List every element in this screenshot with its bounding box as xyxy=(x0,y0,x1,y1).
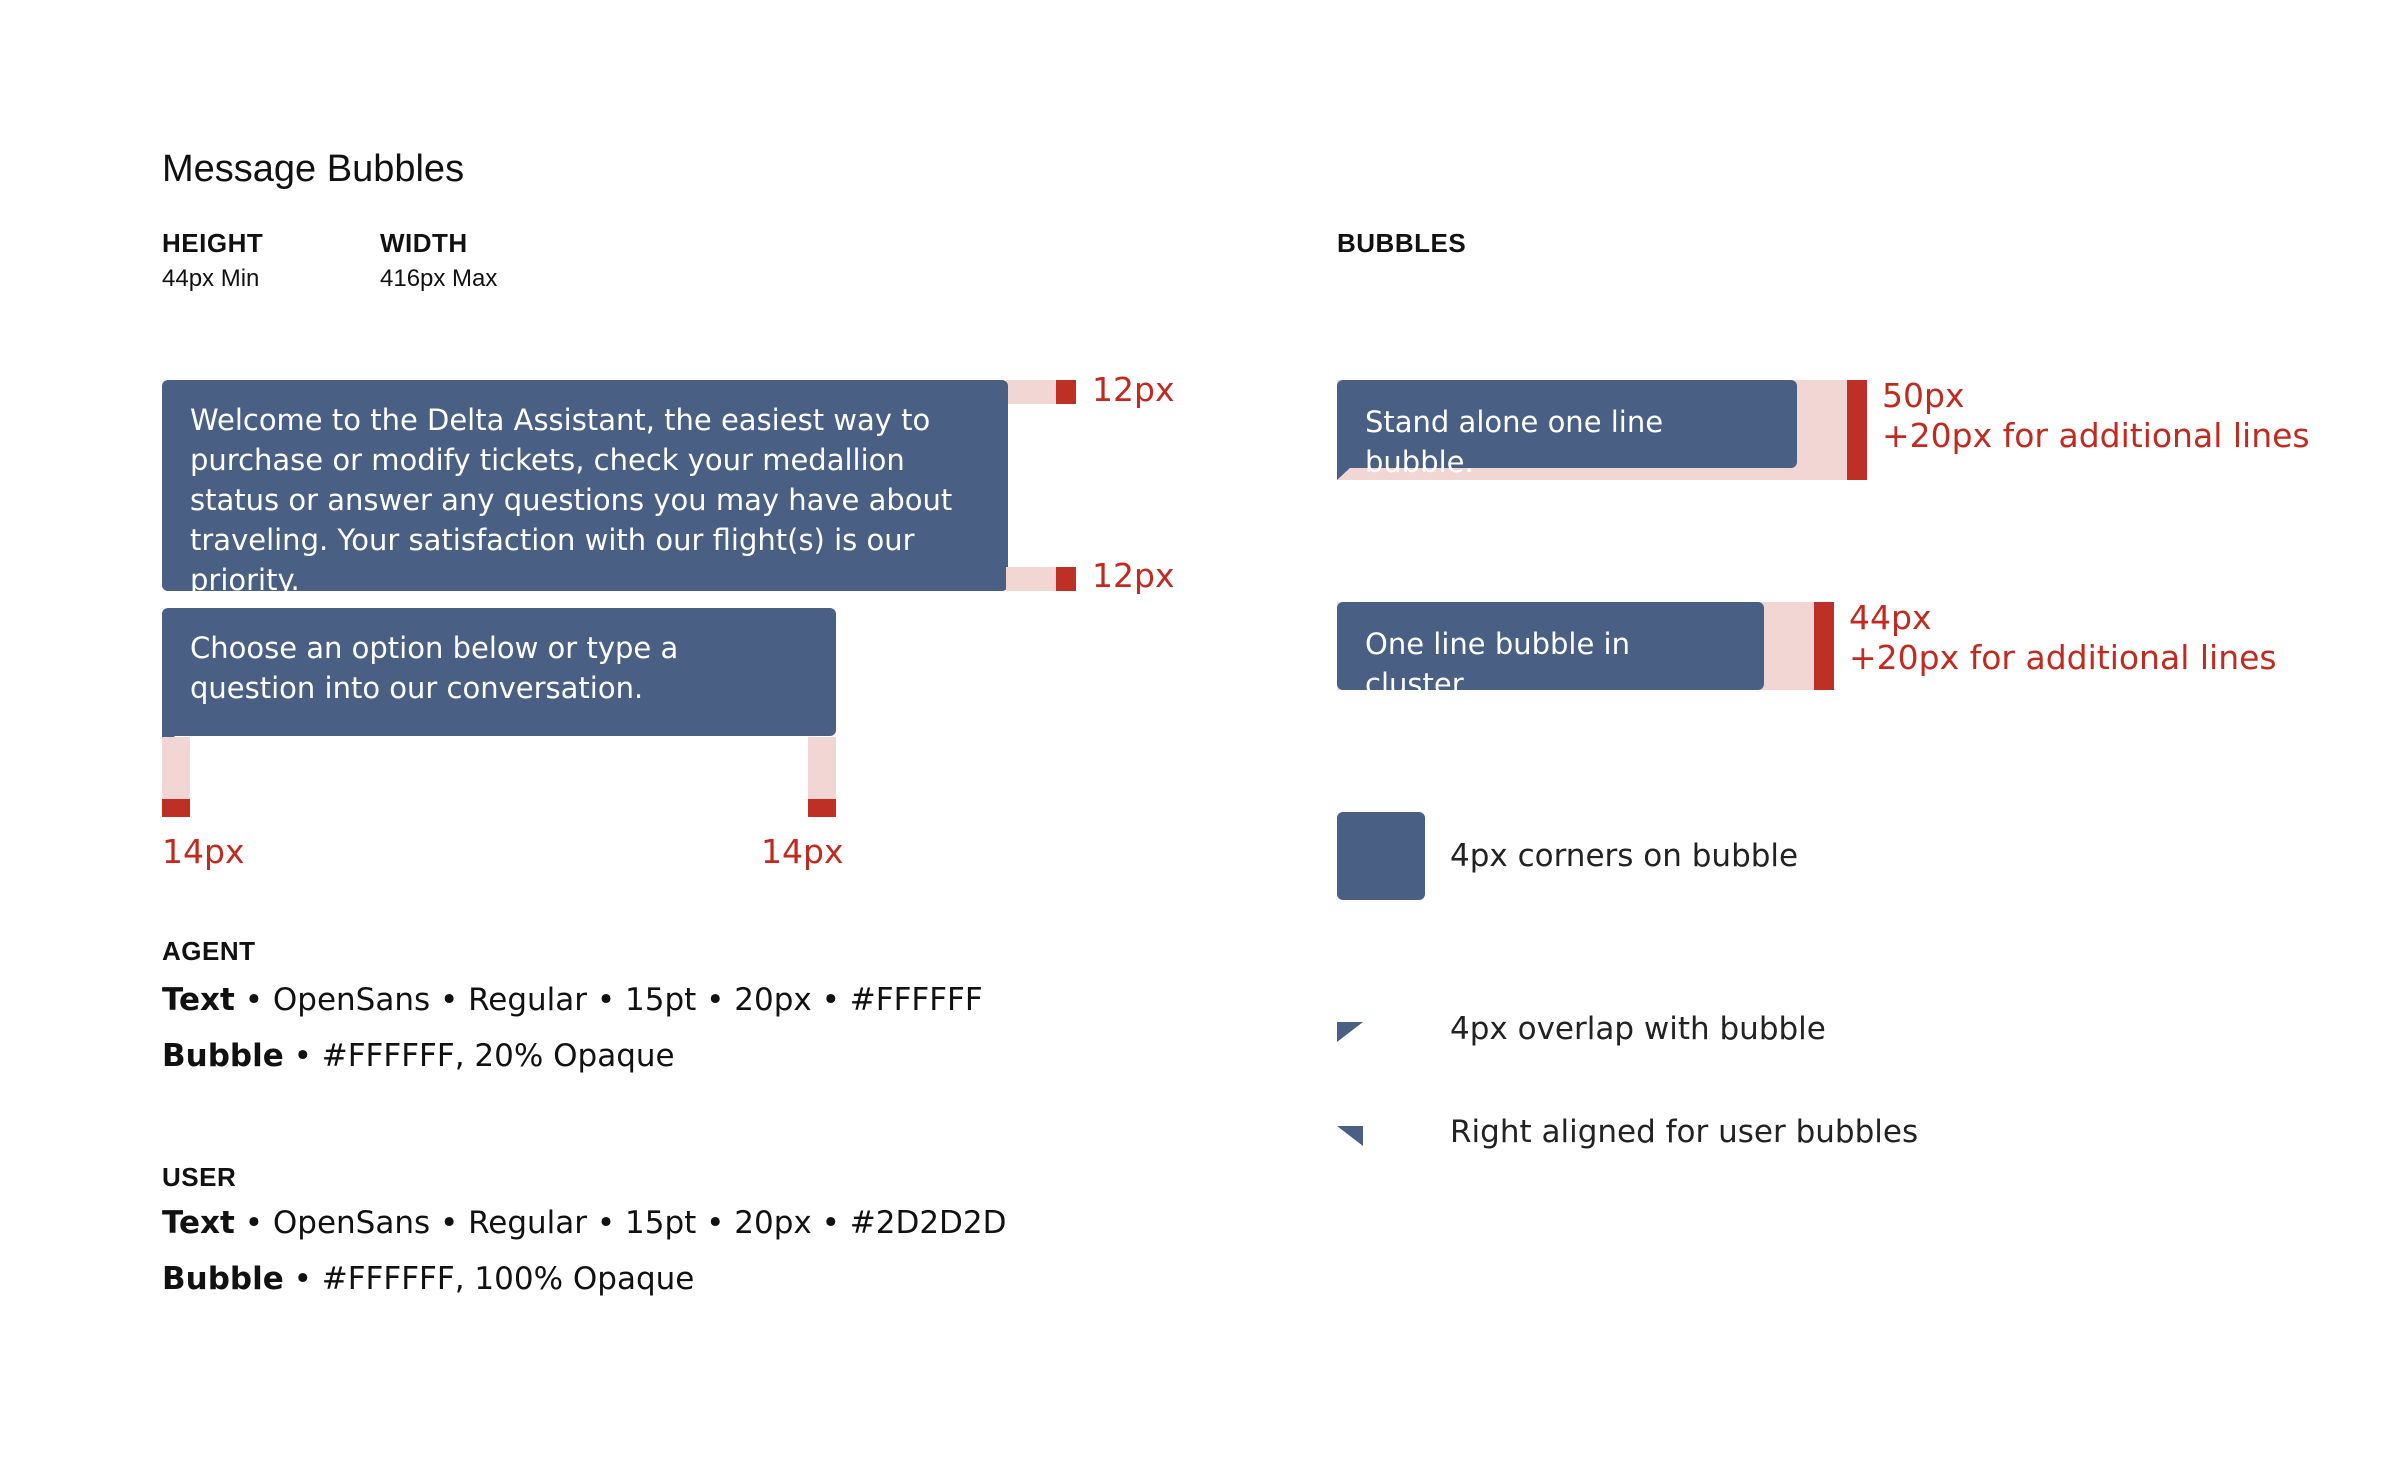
corners-note: 4px corners on bubble xyxy=(1450,838,1799,874)
user-bubble-value: • #FFFFFF, 100% Opaque xyxy=(283,1261,695,1297)
standalone-height-marker xyxy=(1847,380,1867,480)
cluster-extra-label: +20px for additional lines xyxy=(1849,638,2277,677)
overlap-tail-icon xyxy=(1337,1022,1363,1042)
page-title: Message Bubbles xyxy=(162,148,465,190)
padding-right-guide xyxy=(808,737,836,799)
padding-top-guide xyxy=(1006,380,1056,404)
padding-right-marker xyxy=(808,799,836,817)
agent-heading: AGENT xyxy=(162,936,256,966)
corner-swatch xyxy=(1337,812,1425,900)
cluster-bubble xyxy=(1337,602,1764,701)
padding-bottom-label: 12px xyxy=(1092,556,1175,595)
padding-bottom-marker xyxy=(1056,567,1076,591)
standalone-height-label: 50px xyxy=(1882,376,1965,415)
right-tail-icon xyxy=(1337,1126,1363,1146)
user-text-spec xyxy=(162,1205,1007,1241)
standalone-extra-label: +20px for additional lines xyxy=(1882,416,2310,455)
cluster-height-label: 44px xyxy=(1849,598,1932,637)
padding-right-label: 14px xyxy=(761,832,844,871)
agent-bubble-label: Bubble xyxy=(162,1038,284,1074)
agent-bubble-long-text: Welcome to the Delta Assistant, the easiest way to purchase or modify tickets, check your medallion status or answer any questions you may have about traveling. Your satisfaction with our flight(s) is our priority. xyxy=(190,403,953,597)
standalone-tail-icon xyxy=(1337,467,1351,481)
user-text-value: • OpenSans • Regular • 15pt • 20px • #2D2D2D xyxy=(234,1205,1007,1241)
right-aligned-note: Right aligned for user bubbles xyxy=(1450,1114,1919,1150)
height-label: HEIGHT xyxy=(162,228,264,258)
user-heading: USER xyxy=(162,1162,237,1192)
padding-left-guide xyxy=(162,737,190,799)
user-bubble-label: Bubble xyxy=(162,1261,284,1297)
agent-text-value: • OpenSans • Regular • 15pt • 20px • #FFFFFF xyxy=(234,982,983,1018)
agent-bubble-short xyxy=(162,608,836,736)
user-text-label: Text xyxy=(162,1205,235,1241)
standalone-bubble xyxy=(1337,380,1797,479)
width-label: WIDTH xyxy=(380,228,468,258)
padding-bottom-guide xyxy=(1006,567,1056,591)
padding-top-marker xyxy=(1056,380,1076,404)
agent-text-label: Text xyxy=(162,982,235,1018)
agent-bubble-short-text: Choose an option below or type a question into our conversation. xyxy=(190,631,679,705)
height-value: 44px Min xyxy=(162,265,260,292)
agent-bubble-spec xyxy=(162,1038,675,1074)
standalone-bubble-text: Stand alone one line bubble. xyxy=(1365,405,1664,479)
bubbles-heading: BUBBLES xyxy=(1337,228,1467,258)
width-value: 416px Max xyxy=(380,265,498,292)
padding-left-marker xyxy=(162,799,190,817)
user-bubble-spec xyxy=(162,1261,694,1297)
cluster-bubble-text: One line bubble in cluster. xyxy=(1365,627,1630,701)
cluster-height-marker xyxy=(1814,602,1834,690)
agent-bubble-value: • #FFFFFF, 20% Opaque xyxy=(283,1038,675,1074)
overlap-note: 4px overlap with bubble xyxy=(1450,1011,1826,1047)
padding-left-label: 14px xyxy=(162,832,245,871)
padding-top-label: 12px xyxy=(1092,370,1175,409)
agent-bubble-long xyxy=(162,380,1008,597)
agent-text-spec xyxy=(162,982,983,1018)
